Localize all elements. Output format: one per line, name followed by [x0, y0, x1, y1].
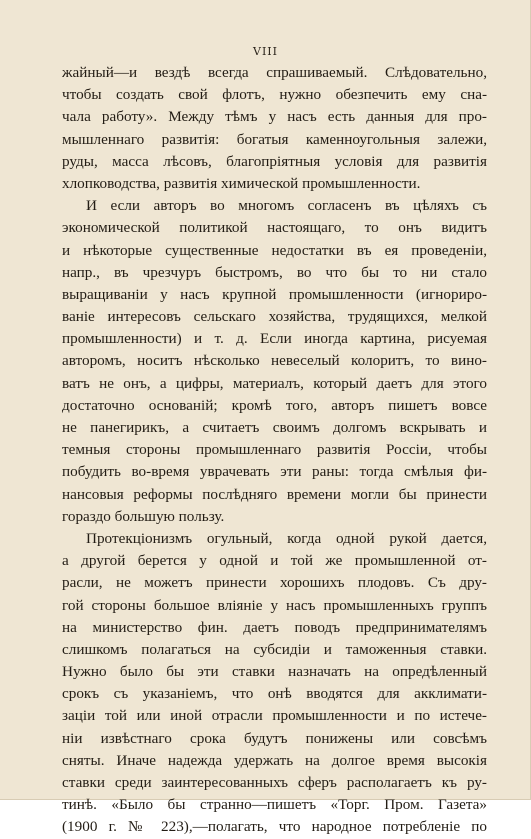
- text-line: хлопководства, развитія химической промышленности.: [62, 174, 421, 192]
- page-number: VIII: [253, 45, 278, 58]
- text-line: выращиваніи у насъ крупной промышленности (игнориро-: [62, 285, 487, 303]
- text-line: не панегирикъ, а считаетъ своимъ долгомъ вскрывать и: [62, 419, 487, 436]
- text-line: и нѣкоторые существенные недостатки въ ея проведеніи,: [62, 241, 487, 259]
- text-line: Протекціонизмъ огульный, когда одной рукой дается,: [86, 529, 487, 547]
- text-line: нансовыя реформы послѣдняго времени могли бы принести: [62, 485, 487, 503]
- text-line: жайный—и вездѣ всегда спрашиваемый. Слѣдовательно,: [62, 64, 487, 81]
- paragraph-1: [62, 62, 487, 195]
- paragraph-2: [62, 195, 487, 528]
- text-line: мышленнаго развитія: богатыя каменноугольныя залежи,: [62, 130, 487, 148]
- text-line: чала работу». Между тѣмъ у насъ есть данныя для про-: [62, 108, 487, 126]
- text-line: напр., въ чрезчуръ быстромъ, во что бы то ни стало: [62, 263, 487, 281]
- page-body-text: [62, 62, 487, 839]
- text-line: авторомъ, носитъ нѣсколько невеселый колоритъ, то вино-: [62, 352, 487, 370]
- text-line: ніи извѣстнаго срока будутъ понижены или совсѣмъ: [62, 729, 487, 747]
- paragraph-3: [62, 528, 487, 839]
- text-line: срокъ съ указаніемъ, что онѣ вводятся для акклимати-: [62, 685, 487, 703]
- text-line: а другой берется у одной и той же промышленной от-: [62, 552, 487, 570]
- text-line: экономической политикой настоящаго, то онъ видитъ: [62, 219, 487, 237]
- text-line: сняты. Иначе надежда удержать на долгое время высокія: [62, 751, 487, 769]
- text-line: на министерство фин. даетъ поводъ предпринимателямъ: [62, 618, 487, 636]
- text-line: чтобы создать свой флотъ, нужно обезпечить ему сна-: [62, 86, 487, 104]
- text-line: ставки среди заинтересованныхъ сферъ располагаетъ къ ру-: [62, 774, 487, 791]
- text-line: И если авторъ во многомъ согласенъ въ цѣляхъ съ: [86, 197, 487, 215]
- text-line: ваніе интересовъ сельскаго хозяйства, трудящихся, мелкой: [62, 308, 487, 326]
- text-line: руды, масса лѣсовъ, благопріятныя условія для развитія: [62, 152, 487, 170]
- text-line: ватъ не онъ, а цифры, материалъ, который даетъ для этого: [62, 374, 487, 392]
- text-line: побудить во-время уврачевать эти раны: тогда смѣлыя фи-: [62, 463, 487, 481]
- text-line: темныя стороны промышленнаго развитія Россіи, чтобы: [62, 441, 487, 459]
- text-line: гораздо большую пользу.: [62, 507, 225, 525]
- text-line: слишкомъ полагаться на субсидіи и таможенныя ставки.: [62, 640, 487, 658]
- text-line: промышленности) и т. д. Если иногда картина, рисуемая: [62, 330, 487, 348]
- text-line: (1900 г. № 223),—полагать, что народное потребленіе по: [62, 818, 487, 836]
- text-line: Нужно было бы эти ставки назначать на опредѣленный: [62, 663, 487, 681]
- text-line: достаточно основаній; кромѣ того, авторъ пишетъ вовсе: [62, 396, 487, 414]
- text-line: заціи той или иной отрасли промышленности и по истече-: [62, 707, 487, 725]
- text-line: тинѣ. «Было бы странно—пишетъ «Торг. Пром. Газета»: [62, 796, 487, 814]
- text-line: расли, не можетъ принести хорошихъ плодовъ. Съ дру-: [62, 574, 487, 592]
- text-line: гой стороны большое вліяніе у насъ промышленныхъ группъ: [62, 596, 487, 614]
